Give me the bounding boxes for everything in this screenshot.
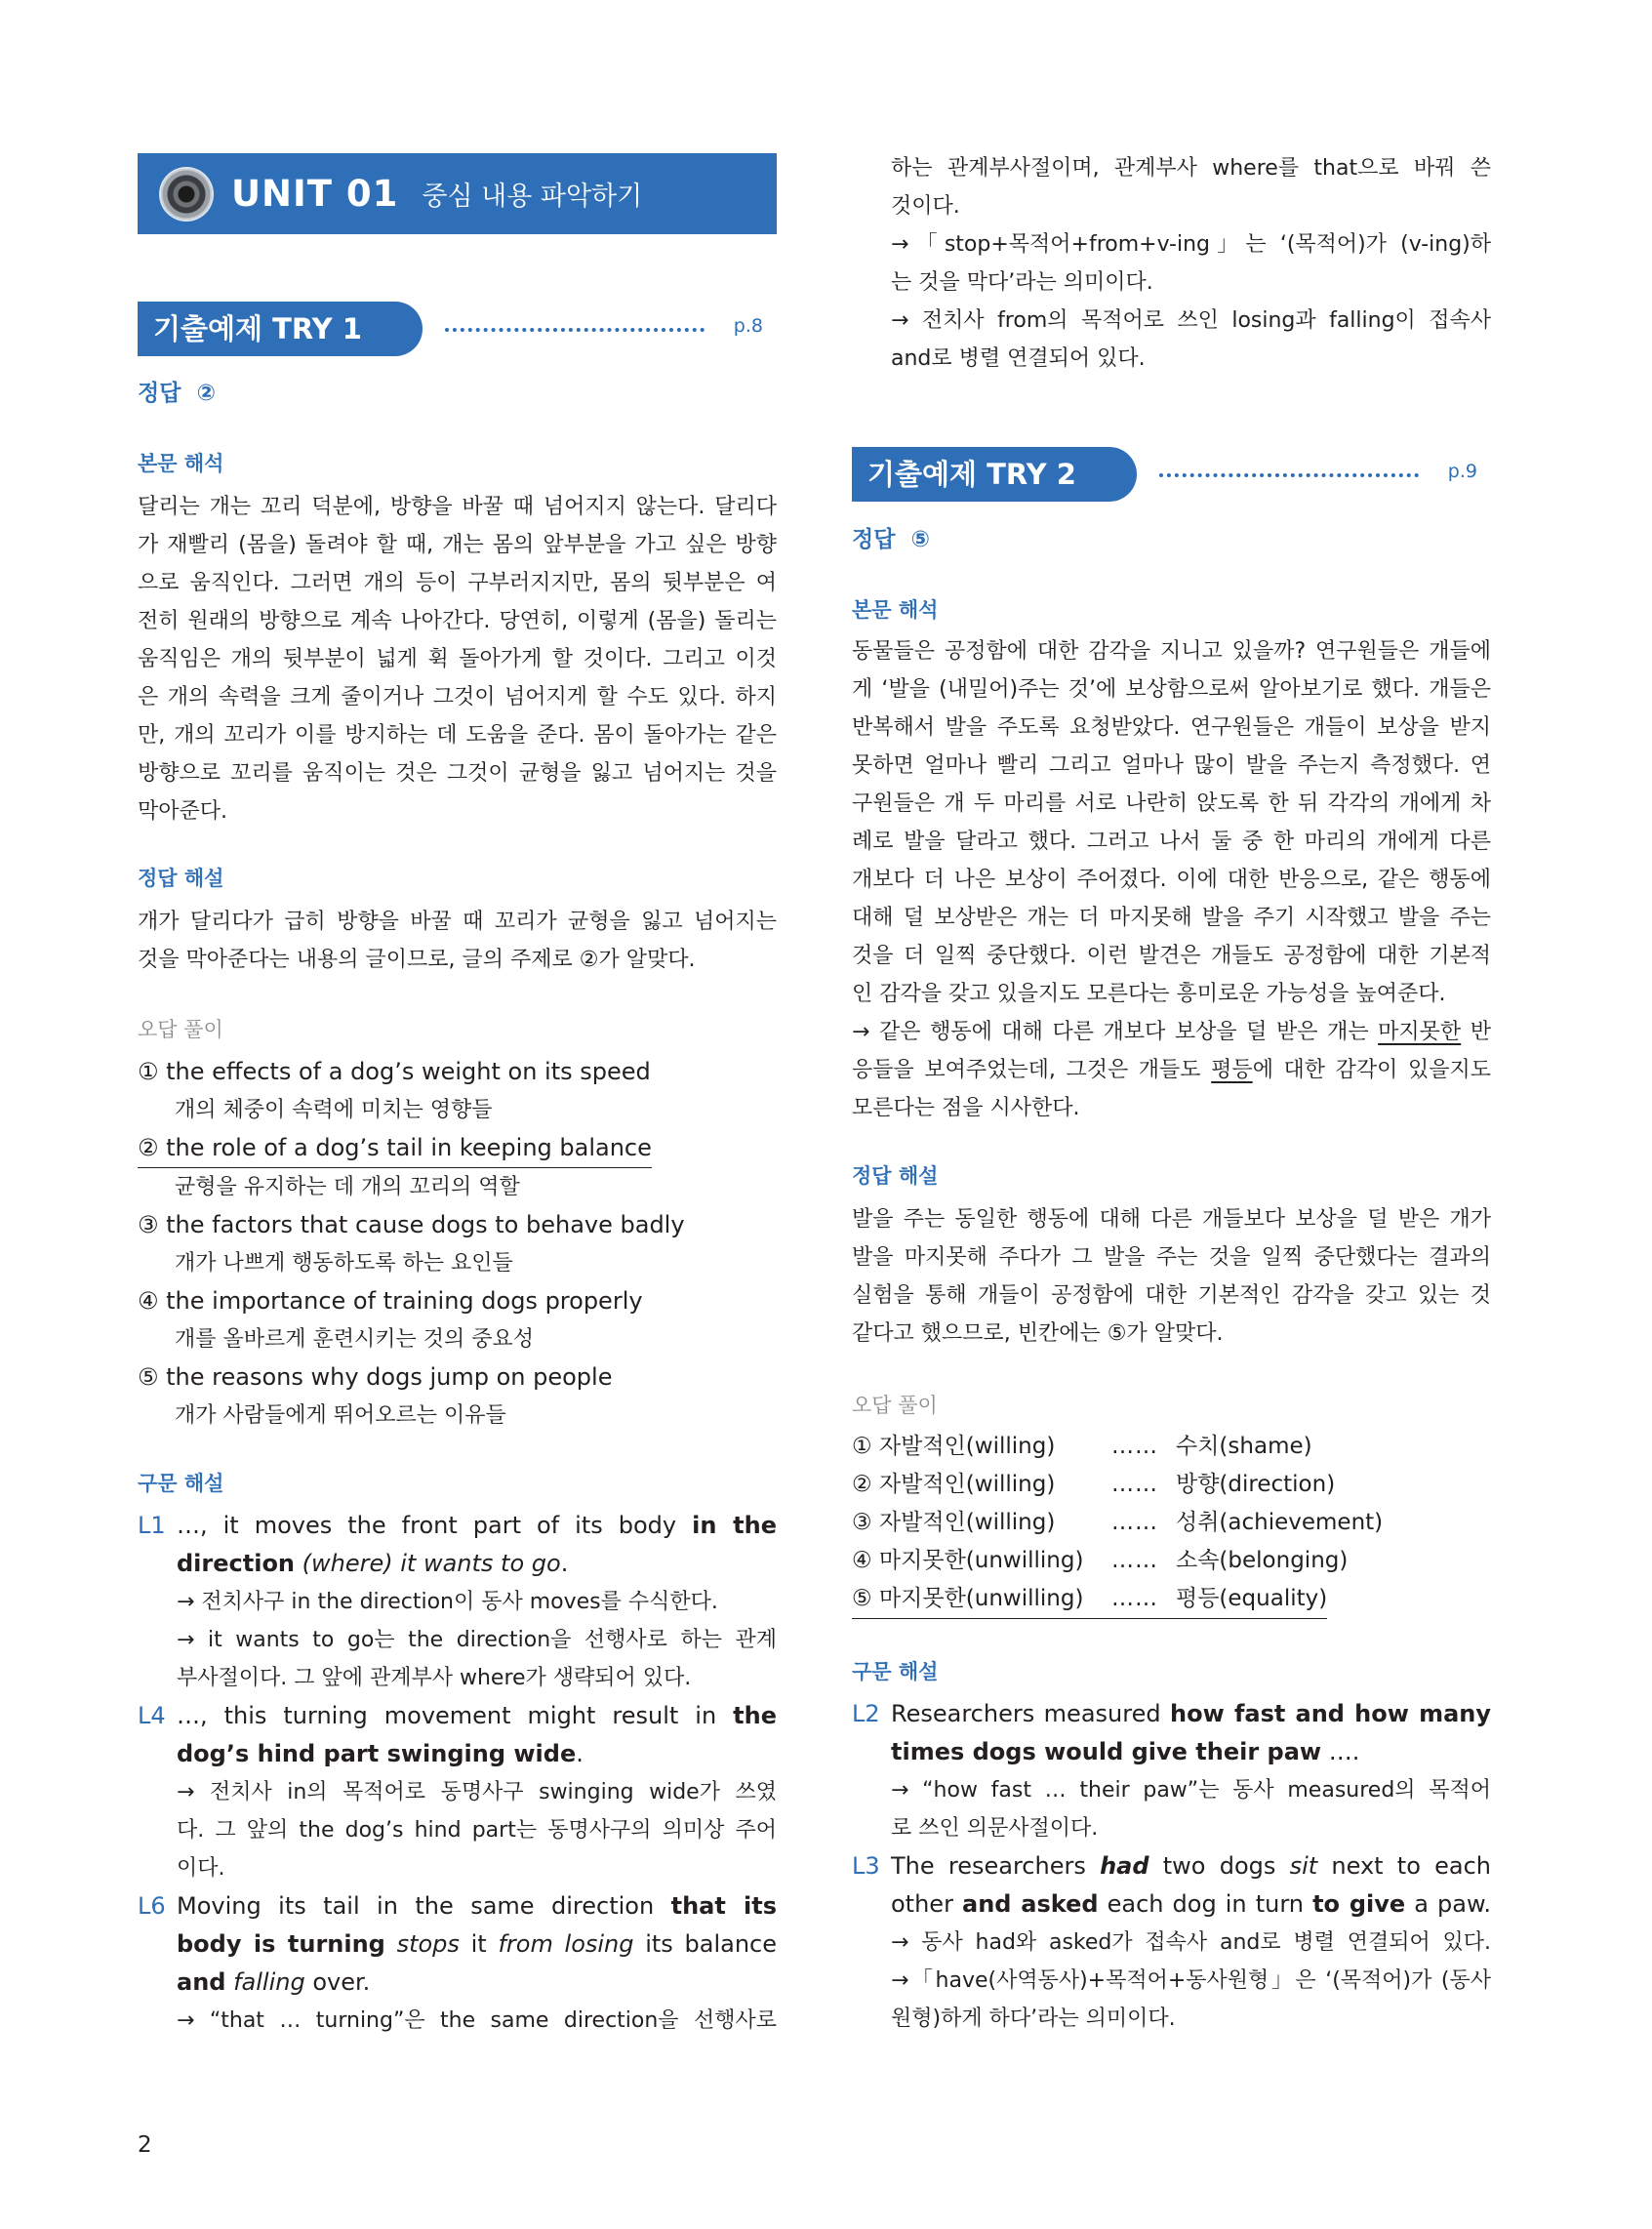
- try1-dotted-leader: [445, 328, 705, 332]
- option-ko: 개가 나쁘게 행동하도록 하는 요인들: [175, 1251, 513, 1276]
- unit-title: UNIT 01: [231, 173, 399, 215]
- try1-wrong-heading: 오답 풀이: [138, 1018, 223, 1041]
- try1-syntax: L1 …, it moves the front part of its body in the direction (where) it wants to go. → 전치사구 in the direction이 동사 moves를 수식한다. → it wants to go는 the direction을 선행사로 하는 관계 부사절이다. 그 앞에 관계부사 where가 생략되어 있다. L4 …, this turning movement might result in the dog’s hind part swinging wide. → 전치사 in의 목적어로 동명사구 swinging wide가 쓰였 다. 그 앞의 the dog’s hind part는 동명사구의 의미상 주어 이다. L6 Moving its tail in the same direction that its body is turning stops it from losing its balance and falling over. → “that … turning”은 the same direction을 선행사로: [138, 1507, 777, 2040]
- syntax-l2: L2 Researchers measured how fast and how many: [852, 1700, 1492, 1727]
- try2-explain-heading: 정답 해설: [852, 1164, 939, 1188]
- try1-syntax-continued: 하는 관계부사절이며, 관계부사 where를 that으로 바꿔 쓴 것이다. →「stop+목적어+from+v-ing」는 ‘(목적어)가 (v-ing)하 는 것을 막다’라는 의미이다. → 전치사 from의 목적어로 쓰인 losing과 falling이 접속사 and로 병렬 연결되어 있다.: [891, 156, 1491, 371]
- blank-note: → 같은 행동에 대해 다른 개보다 보상을 덜 받은 개는 마지못한 반: [852, 1020, 1491, 1044]
- try2-explanation: 발을 주는 동일한 행동에 대해 다른 개들보다 보상을 덜 받은 개가 발을 마지못해 주다가 그 발을 주는 것을 일찍 중단했다는 결과의 실험을 통해 개들이 공정함에 대한 기본적인 감각을 갖고 있는 것 같다고 했으므로, 빈칸에는 ⑤가 알맞다.: [852, 1207, 1491, 1346]
- page-number: 2: [138, 2132, 152, 2158]
- syntax-l1: L1 …, it moves the front part of its body in the: [138, 1512, 777, 1539]
- try2-label: 기출예제 TRY 2: [852, 447, 1137, 502]
- try2-dotted-leader: [1159, 473, 1419, 477]
- try2-options: [852, 1428, 1491, 1619]
- option-ko: 개를 올바르게 훈련시키는 것의 중요성: [175, 1327, 535, 1352]
- try2-syntax-heading: 구문 해설: [852, 1660, 939, 1683]
- try2-syntax: L2 Researchers measured how fast and how many times dogs would give their paw …. → “how fast … their paw”는 동사 measured의 목적어 로 쓰인 의문사절이다. L3 The researchers had two dogs sit next to each other and asked each dog in turn to give a paw. → 동사 had와 asked가 접속사 and로 병렬 연결되어 있다. →「have(사역동사)+목적어+동사원형」은 ‘(목적어)가 (동사 원형)하게 하다’라는 의미이다.: [852, 1695, 1491, 2038]
- try1-explain-heading: 정답 해설: [138, 867, 224, 890]
- try2-header: [852, 447, 1491, 502]
- unit-header: [138, 153, 777, 234]
- option-row: ③ 자발적인(willing) …… 성취(achievement): [852, 1510, 1384, 1535]
- option-en: ④ the importance of training dogs properly: [138, 1287, 643, 1315]
- try2-wrong-heading: 오답 풀이: [852, 1394, 938, 1417]
- try1-header: [138, 302, 777, 356]
- try2-body-heading: 본문 해석: [852, 598, 939, 622]
- option-row-answer: ⑤ 마지못한(unwilling) …… 평등(equality): [852, 1580, 1491, 1619]
- option-row: ④ 마지못한(unwilling) …… 소속(belonging): [852, 1548, 1349, 1573]
- try2-page-ref: p.9: [1447, 461, 1477, 482]
- cd-disc-icon: [161, 169, 212, 220]
- try1-syntax-heading: 구문 해설: [138, 1472, 224, 1495]
- try2-answer: 정답 ⑤: [852, 527, 930, 552]
- try2-body-translation: 동물들은 공정함에 대한 감각을 지니고 있을까? 연구원들은 개들에 게 ‘발을 (내밀어)주는 것’에 보상함으로써 알아보기로 했다. 개들은 반복해서 발을 주도록 요청받았다. 연구원들은 개들이 보상을 받지 못하면 얼마나 빨리 그리고 얼마나 많이 발을 주는지 측정했다. 연 구원들은 개 두 마리를 서로 나란히 앉도록 한 뒤 각각의 개에게 차 례로 발을 달라고 했다. 그러고 나서 둘 중 한 마리의 개에게 다른 개보다 더 나은 보상이 주어졌다. 이에 대한 반응으로, 같은 행동에 대해 덜 보상받은 개는 더 마지못해 발을 주기 시작했고 발을 주는 것을 더 일찍 중단했다. 이런 발견은 개들도 공정함에 대한 기본적 인 감각을 갖고 있을지도 모른다는 흥미로운 가능성을 높여준다. → 같은 행동에 대해 다른 개보다 보상을 덜 받은 개는 마지못한 반 응들을 보여주었는데, 그것은 개들도 평등에 대한 감각이 있을지도 모른다는 점을 시사한다.: [852, 639, 1491, 1120]
- option-en: ⑤ the reasons why dogs jump on people: [138, 1363, 613, 1391]
- option-ko: 개가 사람들에게 뛰어오르는 이유들: [175, 1403, 506, 1428]
- option-en-answer: ② the role of a dog’s tail in keeping balance: [138, 1129, 777, 1168]
- option-ko: 개의 체중이 속력에 미치는 영향들: [175, 1098, 493, 1122]
- option-row: ② 자발적인(willing) …… 방향(direction): [852, 1472, 1336, 1497]
- syntax-l6: L6 Moving its tail in the same direction that its: [138, 1892, 777, 1920]
- try1-options: [138, 1053, 777, 1435]
- try1-body-heading: 본문 해석: [138, 452, 224, 475]
- syntax-l3: L3 The researchers had two dogs sit next to each: [852, 1852, 1492, 1880]
- option-en: ① the effects of a dog’s weight on its speed: [138, 1058, 651, 1085]
- try1-explanation: 개가 달리다가 급히 방향을 바꿀 때 꼬리가 균형을 잃고 넘어지는 것을 막아준다는 내용의 글이므로, 글의 주제로 ②가 알맞다.: [138, 910, 777, 972]
- try1-label: 기출예제 TRY 1: [138, 302, 423, 356]
- option-en: ③ the factors that cause dogs to behave badly: [138, 1211, 685, 1238]
- try1-page-ref: p.8: [733, 315, 763, 337]
- option-ko: 균형을 유지하는 데 개의 꼬리의 역할: [175, 1175, 520, 1199]
- try1-answer: 정답 ②: [138, 381, 216, 406]
- try1-body-translation: 달리는 개는 꼬리 덕분에, 방향을 바꿀 때 넘어지지 않는다. 달리다 가 재빨리 (몸을) 돌려야 할 때, 개는 몸의 앞부분을 가고 싶은 방향 으로 움직인다. 그러면 개의 등이 구부러지지만, 몸의 뒷부분은 여 전히 원래의 방향으로 계속 나아간다. 당연히, 이렇게 (몸을) 돌리는 움직임은 개의 뒷부분이 넓게 휙 돌아가게 할 것이다. 그리고 이것 은 개의 속력을 크게 줄이거나 그것이 넘어지게 할 수도 있다. 하지 만, 개의 꼬리가 이를 방지하는 데 도움을 준다. 몸이 돌아가는 같은 방향으로 꼬리를 움직이는 것은 그것이 균형을 잃고 넘어지는 것을 막아준다.: [138, 495, 777, 824]
- option-row: ① 자발적인(willing) …… 수치(shame): [852, 1434, 1312, 1459]
- syntax-l4: L4 …, this turning movement might result in the: [138, 1702, 777, 1729]
- unit-subtitle: 중심 내용 파악하기: [422, 182, 643, 212]
